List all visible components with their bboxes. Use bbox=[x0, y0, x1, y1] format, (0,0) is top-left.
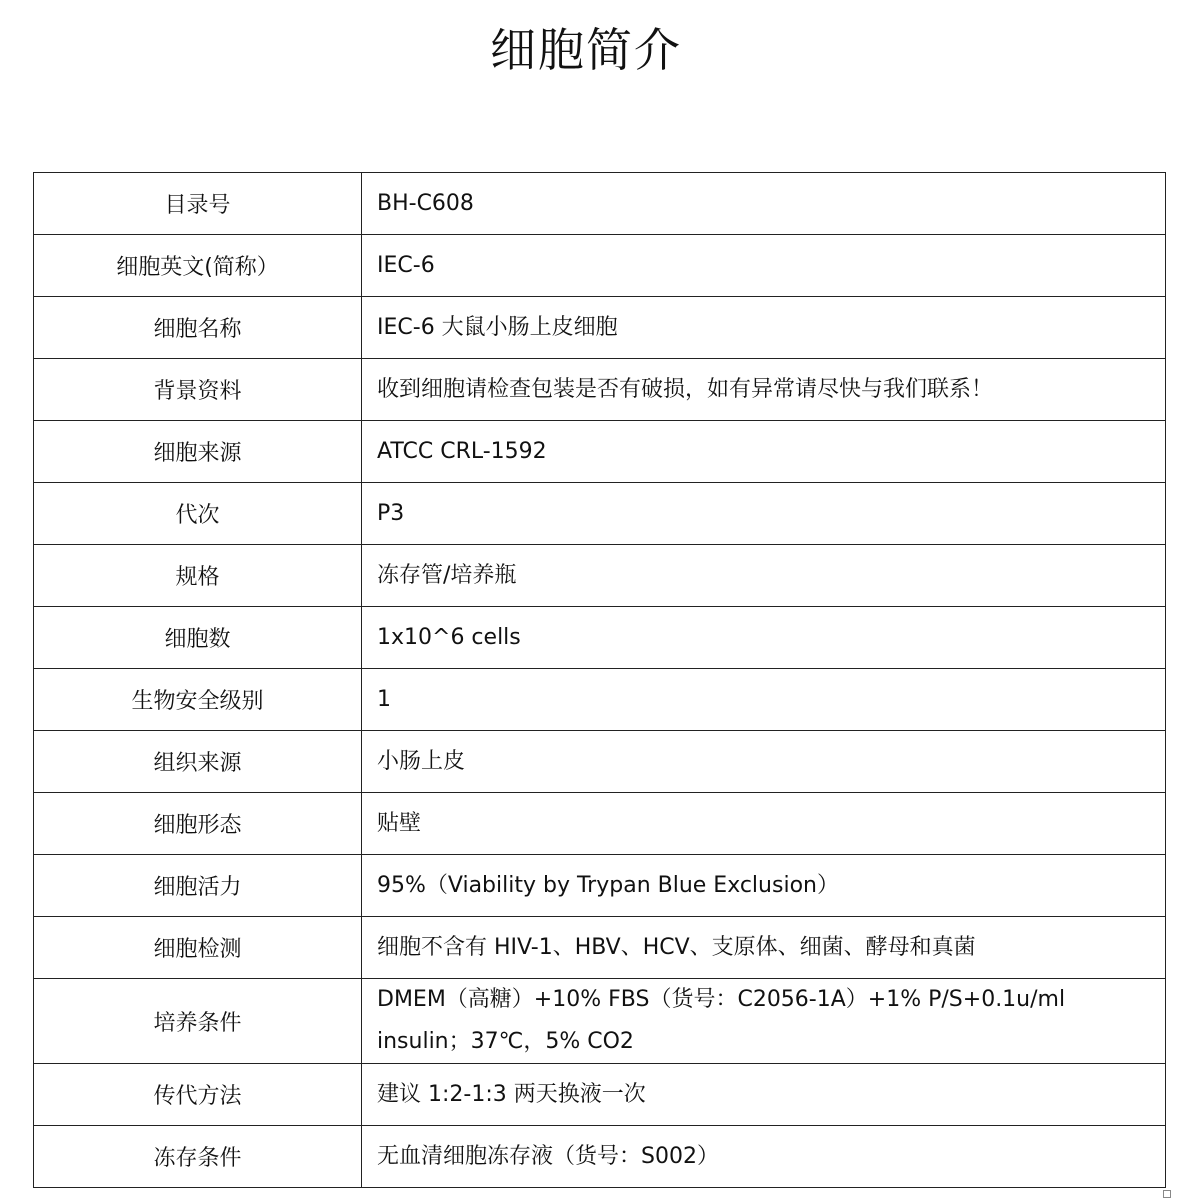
row-label: 传代方法 bbox=[34, 1064, 362, 1126]
table-resize-handle[interactable] bbox=[1163, 1190, 1171, 1198]
row-label: 细胞检测 bbox=[34, 917, 362, 979]
table-row-tissue-source bbox=[34, 731, 1166, 793]
table-row-english-name bbox=[34, 235, 1166, 297]
table-row-subculture-method bbox=[34, 1064, 1166, 1126]
table-row-testing bbox=[34, 917, 1166, 979]
row-value: IEC-6 大鼠小肠上皮细胞 bbox=[362, 297, 1166, 359]
row-value: DMEM（高糖）+10% FBS（货号：C2056-1A）+1% P/S+0.1u/ml insulin；37℃，5% CO2 bbox=[362, 979, 1166, 1064]
page-title: 细胞简介 bbox=[490, 23, 682, 77]
table-row-culture-conditions bbox=[34, 979, 1166, 1064]
row-label: 细胞名称 bbox=[34, 297, 362, 359]
row-value: 1x10^6 cells bbox=[362, 607, 1166, 669]
row-value: BH-C608 bbox=[362, 173, 1166, 235]
row-value: 冻存管/培养瓶 bbox=[362, 545, 1166, 607]
row-label: 细胞数 bbox=[34, 607, 362, 669]
table-row-background bbox=[34, 359, 1166, 421]
row-value: 细胞不含有 HIV-1、HBV、HCV、支原体、细菌、酵母和真菌 bbox=[362, 917, 1166, 979]
row-label: 细胞活力 bbox=[34, 855, 362, 917]
row-label: 细胞英文(简称） bbox=[34, 235, 362, 297]
row-label: 代次 bbox=[34, 483, 362, 545]
table-row-viability bbox=[34, 855, 1166, 917]
row-label: 规格 bbox=[34, 545, 362, 607]
row-value: 无血清细胞冻存液（货号：S002） bbox=[362, 1126, 1166, 1188]
table-row-specification bbox=[34, 545, 1166, 607]
row-value: 建议 1:2-1:3 两天换液一次 bbox=[362, 1064, 1166, 1126]
row-value: 贴壁 bbox=[362, 793, 1166, 855]
table-row-cell-name bbox=[34, 297, 1166, 359]
cell-info-table bbox=[33, 172, 1166, 1188]
row-value: 1 bbox=[362, 669, 1166, 731]
row-label: 目录号 bbox=[34, 173, 362, 235]
row-label: 生物安全级别 bbox=[34, 669, 362, 731]
row-value: P3 bbox=[362, 483, 1166, 545]
row-label: 细胞形态 bbox=[34, 793, 362, 855]
row-value: ATCC CRL-1592 bbox=[362, 421, 1166, 483]
row-label: 组织来源 bbox=[34, 731, 362, 793]
table-row-passage bbox=[34, 483, 1166, 545]
row-value: 收到细胞请检查包装是否有破损，如有异常请尽快与我们联系！ bbox=[362, 359, 1166, 421]
row-label: 冻存条件 bbox=[34, 1126, 362, 1188]
row-value: 95%（Viability by Trypan Blue Exclusion） bbox=[362, 855, 1166, 917]
table-row-cryopreservation bbox=[34, 1126, 1166, 1188]
table-row-cell-count bbox=[34, 607, 1166, 669]
row-label: 培养条件 bbox=[34, 979, 362, 1064]
table-row-source bbox=[34, 421, 1166, 483]
row-label: 细胞来源 bbox=[34, 421, 362, 483]
table-row-biosafety-level bbox=[34, 669, 1166, 731]
row-value: 小肠上皮 bbox=[362, 731, 1166, 793]
row-value: IEC-6 bbox=[362, 235, 1166, 297]
row-label: 背景资料 bbox=[34, 359, 362, 421]
table-row-catalog-number bbox=[34, 173, 1166, 235]
table-row-morphology bbox=[34, 793, 1166, 855]
